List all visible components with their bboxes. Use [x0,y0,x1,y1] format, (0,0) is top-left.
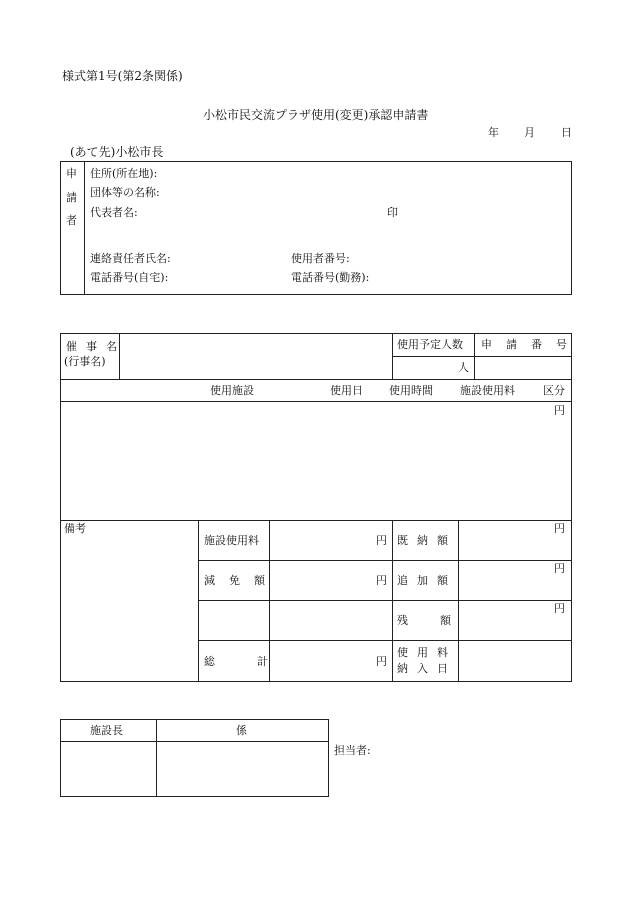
payment-date-label-1: 使用料 [397,646,457,659]
org-name-label: 団体等の名称: [90,186,160,199]
facility-fee-currency: 円 [376,534,387,547]
form-number: 様式第1号(第2条関係) [62,69,183,83]
header-time: 使用時間 [389,384,433,397]
event-label-2: (行事名) [64,355,106,368]
phone-work-label: 電話番号(勤務): [291,271,370,284]
discount-currency: 円 [376,574,387,587]
applicant-label-2: 請 [66,191,77,204]
usage-currency: 円 [554,404,565,417]
staff-label: 係 [236,724,247,737]
header-category: 区分 [543,384,565,397]
applicant-label-1: 申 [66,167,77,180]
date-month: 月 [524,126,535,139]
paid-label: 既納額 [397,534,457,547]
director-label: 施設長 [90,724,123,737]
event-label-1: 催事名 [66,340,126,353]
balance-label: 残額 [397,614,483,627]
paid-currency: 円 [554,522,565,535]
application-number-label: 申請番号 [481,338,581,351]
applicant-label-3: 者 [66,214,77,227]
expected-people-label: 使用予定人数 [397,338,463,351]
date-day: 日 [561,126,572,139]
additional-label: 追加額 [397,574,457,587]
total-label: 総計 [204,655,310,668]
balance-currency: 円 [554,602,565,615]
form-title: 小松市民交流プラザ使用(変更)承認申請書 [203,108,429,122]
header-facility: 使用施設 [210,384,254,397]
addressee: (あて先)小松市長 [70,145,164,159]
user-number-label: 使用者番号: [291,252,350,265]
header-date: 使用日 [330,384,363,397]
date-year: 年 [488,126,499,139]
additional-currency: 円 [554,562,565,575]
representative-label: 代表者名: [90,206,138,219]
header-fee: 施設使用料 [460,384,515,397]
total-currency: 円 [376,655,387,668]
seal-mark: 印 [387,206,398,219]
discount-label: 減免額 [204,574,279,587]
phone-home-label: 電話番号(自宅): [90,271,169,284]
payment-date-label-2: 納入日 [397,662,457,675]
person-in-charge-label: 担当者: [334,744,371,757]
remarks-label: 備考 [64,522,86,535]
contact-name-label: 連絡責任者氏名: [90,252,171,265]
people-unit: 人 [458,361,469,374]
facility-fee-label: 施設使用料 [204,534,259,547]
address-label: 住所(所在地): [90,167,158,180]
